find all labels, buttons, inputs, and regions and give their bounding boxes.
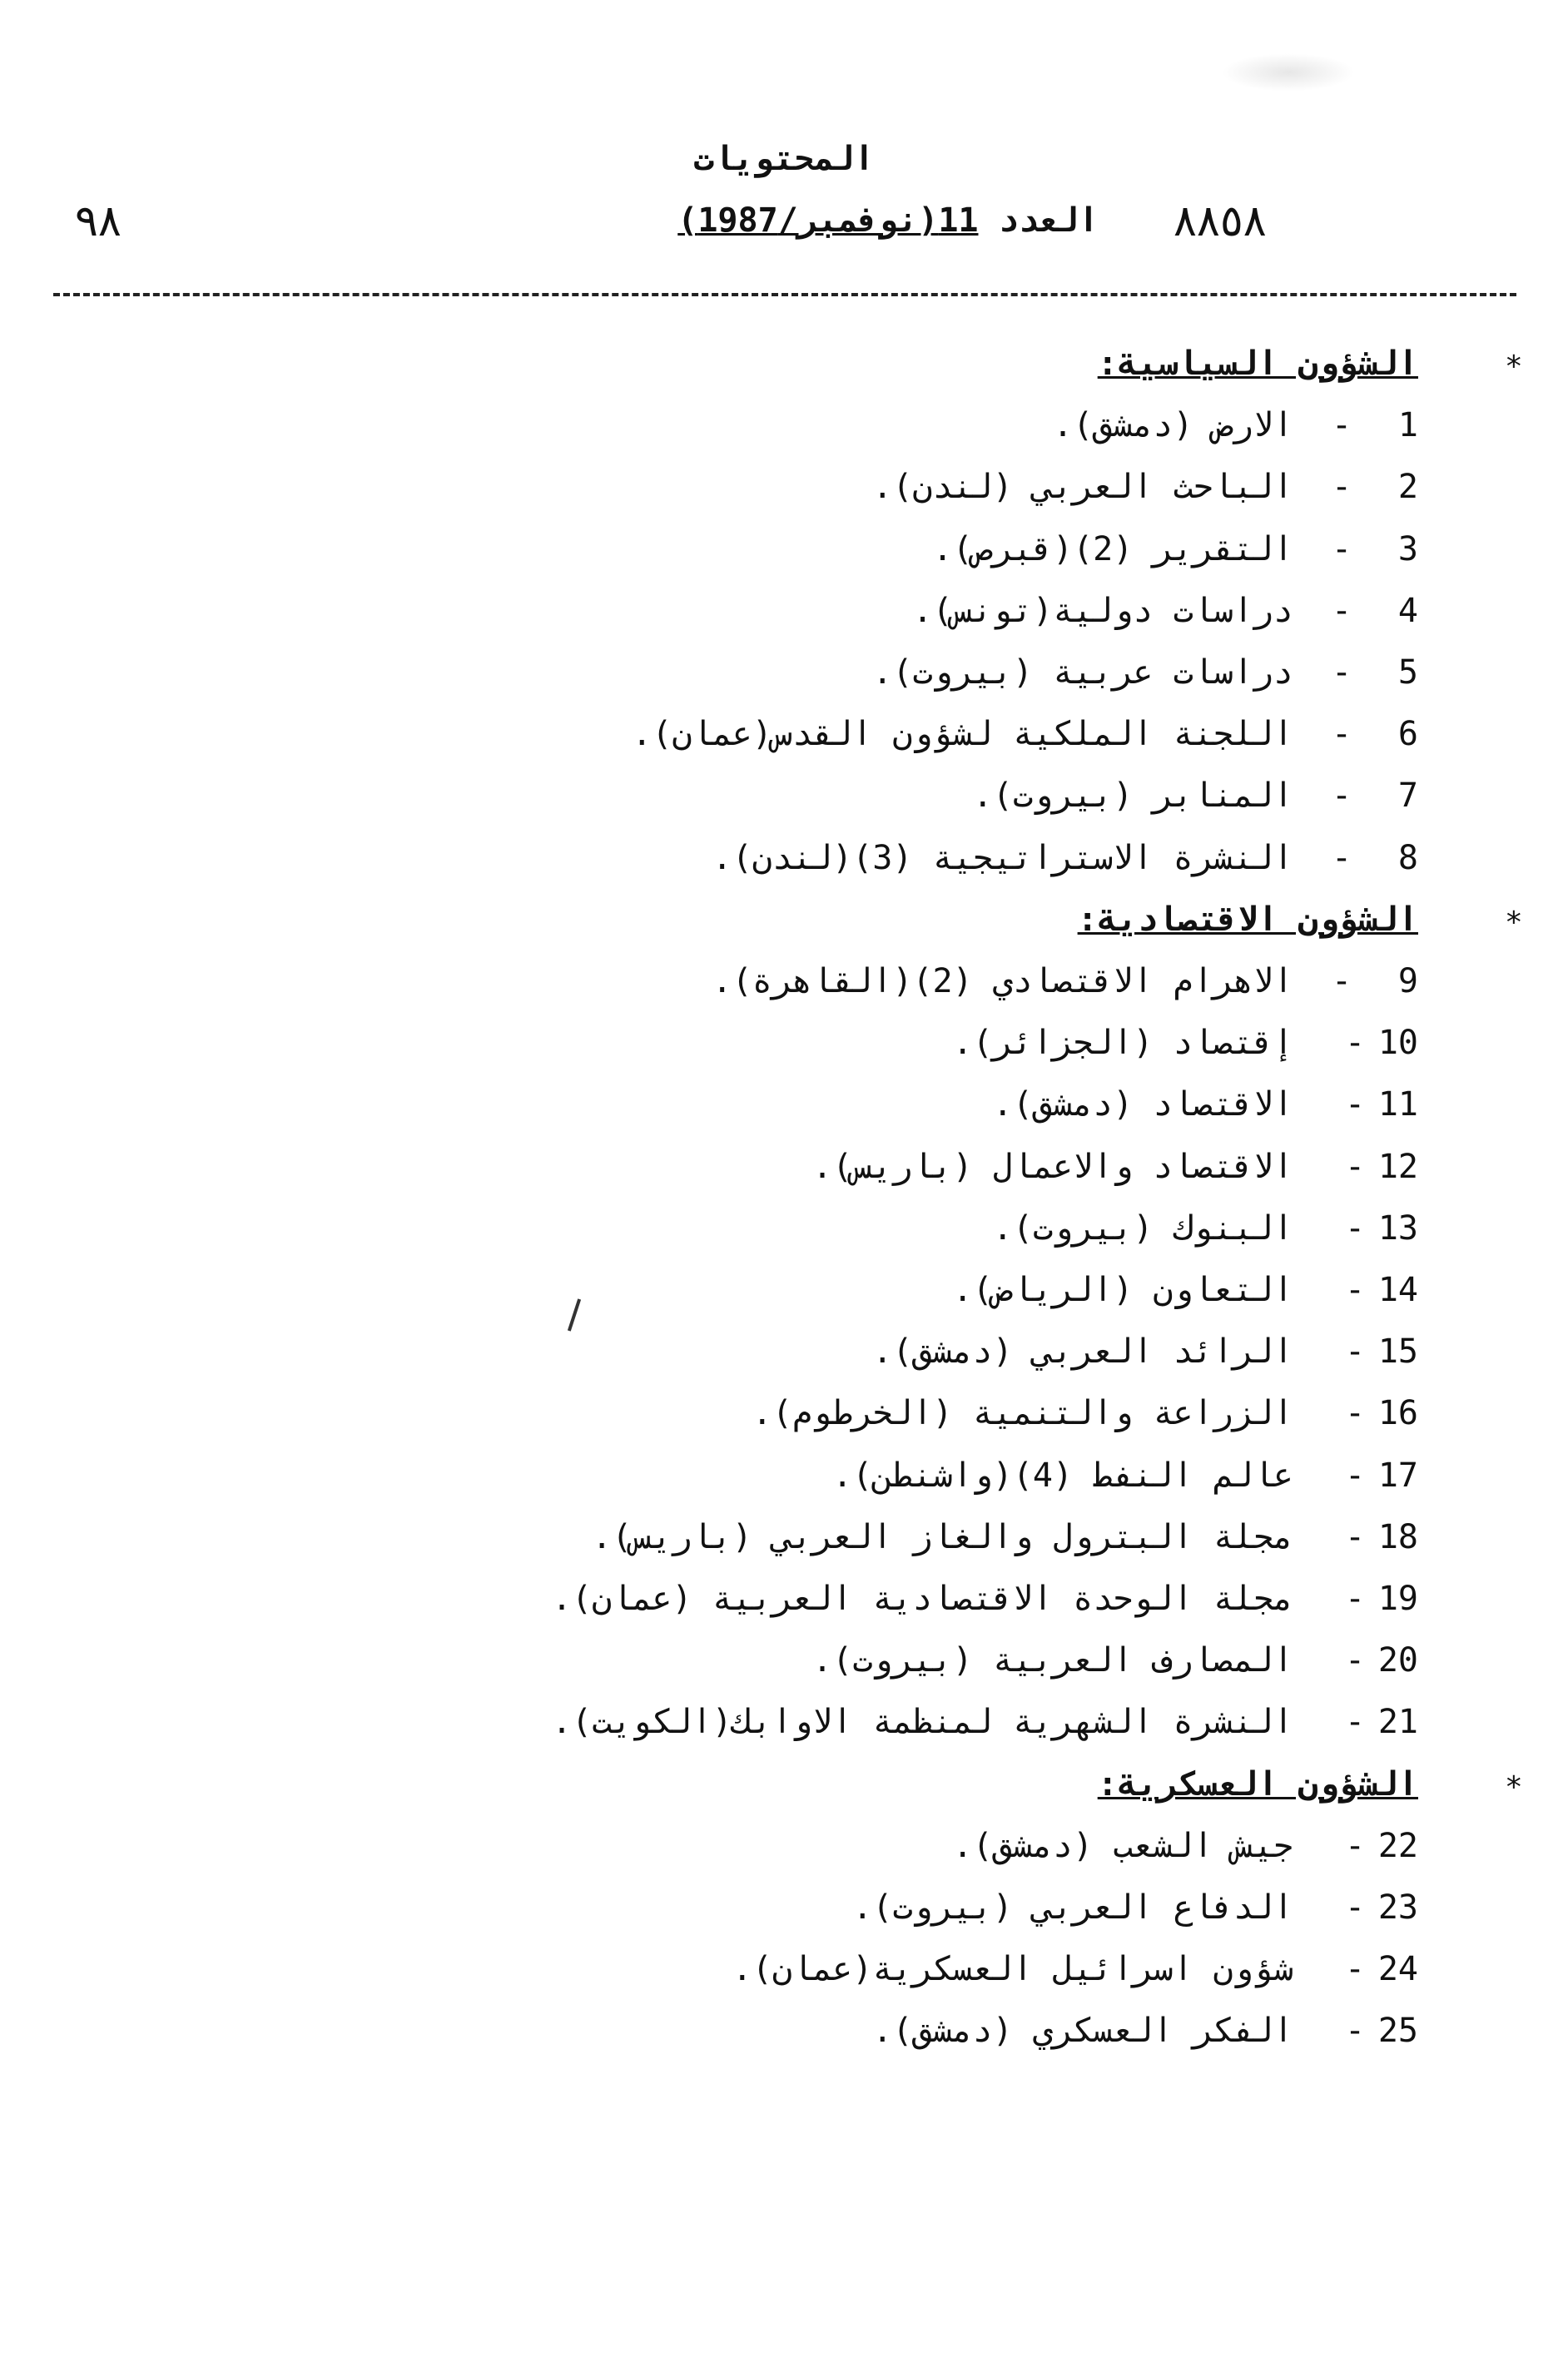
item-dash: - (1345, 1518, 1366, 1556)
item-dash: - (1332, 530, 1352, 568)
list-item: إقتصاد (الجزائر). (952, 1024, 1293, 1062)
item-dash: - (1345, 1148, 1366, 1186)
item-dash: - (1345, 2012, 1366, 2050)
list-item: شؤون اسرائيل العسكرية(عمان). (732, 1950, 1293, 1988)
issue-number: 11 (938, 201, 979, 240)
list-item: المنابر (بيروت). (972, 777, 1293, 815)
item-dash: - (1345, 1580, 1366, 1618)
list-item: مجلة البترول والغاز العربي (باريس). (592, 1518, 1293, 1556)
list-item: الرائد العربي (دمشق). (872, 1332, 1293, 1371)
item-dash: - (1345, 1271, 1366, 1309)
item-number: 19 (1377, 1580, 1418, 1618)
section-bullet: * (1505, 1770, 1523, 1804)
list-item: الاقتصاد (دمشق). (992, 1085, 1293, 1124)
item-number: 2 (1397, 468, 1418, 506)
list-item: الدفاع العربي (بيروت). (852, 1888, 1293, 1927)
list-item: عالم النفط (4)(واشنطن). (832, 1456, 1293, 1495)
item-number: 16 (1377, 1394, 1418, 1432)
item-number: 18 (1377, 1518, 1418, 1556)
item-dash: - (1345, 1085, 1366, 1124)
item-number: 5 (1397, 653, 1418, 692)
list-item: البنوك (بيروت). (992, 1209, 1293, 1248)
pen-mark (568, 1298, 581, 1331)
issue-label: العدد (998, 201, 1099, 240)
list-item: جيش الشعب (دمشق). (952, 1827, 1293, 1865)
item-number: 3 (1397, 530, 1418, 568)
item-dash: - (1332, 653, 1352, 692)
item-number: 21 (1377, 1703, 1418, 1741)
item-dash: - (1332, 962, 1352, 1000)
list-item: الفكر العسكري (دمشق). (872, 2012, 1293, 2050)
item-number: 11 (1377, 1085, 1418, 1124)
item-number: 14 (1377, 1271, 1418, 1309)
item-dash: - (1345, 1888, 1366, 1927)
list-item: الاقتصاد والاعمال (باريس). (812, 1148, 1293, 1186)
item-dash: - (1332, 839, 1352, 877)
item-number: 25 (1377, 2012, 1418, 2050)
handwritten-code-right: ٨٨٥٨ (1174, 196, 1267, 246)
section-heading: الشؤون الاقتصادية: (1077, 901, 1418, 939)
dashed-divider (53, 293, 1516, 296)
item-number: 23 (1377, 1888, 1418, 1927)
item-dash: - (1332, 406, 1352, 444)
list-item: النشرة الشهرية لمنظمة الاوابك(الكويت). (551, 1703, 1293, 1741)
item-number: 22 (1377, 1827, 1418, 1865)
handwritten-code-left: ٩٨ (75, 196, 122, 246)
item-number: 4 (1397, 592, 1418, 630)
list-item: الارض (دمشق). (1053, 406, 1293, 444)
issue-date: (نوفمبر/1987) (677, 201, 939, 240)
section-bullet: * (1505, 350, 1523, 384)
section-heading: الشؤون العسكرية: (1097, 1765, 1418, 1804)
item-dash: - (1345, 1209, 1366, 1248)
item-dash: - (1332, 468, 1352, 506)
item-number: 24 (1377, 1950, 1418, 1988)
item-dash: - (1345, 1950, 1366, 1988)
item-dash: - (1332, 592, 1352, 630)
item-dash: - (1345, 1394, 1366, 1432)
list-item: النشرة الاستراتيجية (3)(لندن). (712, 839, 1293, 877)
item-number: 7 (1397, 777, 1418, 815)
section-bullet: * (1505, 906, 1523, 940)
list-item: الباحث العربي (لندن). (872, 468, 1293, 506)
item-number: 6 (1397, 715, 1418, 753)
item-number: 15 (1377, 1332, 1418, 1371)
item-dash: - (1345, 1827, 1366, 1865)
list-item: التعاون (الرياض). (952, 1271, 1293, 1309)
list-item: التقرير (2)(قبرص). (932, 530, 1293, 568)
item-number: 8 (1397, 839, 1418, 877)
item-number: 17 (1377, 1456, 1418, 1495)
item-dash: - (1345, 1024, 1366, 1062)
item-dash: - (1345, 1641, 1366, 1680)
list-item: دراسات دولية(تونس). (912, 592, 1293, 630)
item-number: 9 (1397, 962, 1418, 1000)
item-number: 13 (1377, 1209, 1418, 1248)
item-dash: - (1332, 715, 1352, 753)
page-title: المحتويات (693, 140, 875, 178)
item-dash: - (1345, 1456, 1366, 1495)
item-dash: - (1345, 1703, 1366, 1741)
list-item: دراسات عربية (بيروت). (872, 653, 1293, 692)
item-number: 12 (1377, 1148, 1418, 1186)
list-item: مجلة الوحدة الاقتصادية العربية (عمان). (551, 1580, 1293, 1618)
list-item: الزراعة والتنمية (الخرطوم). (752, 1394, 1293, 1432)
item-number: 1 (1397, 406, 1418, 444)
issue-line (516, 201, 1099, 240)
scan-smudge (1222, 53, 1355, 92)
item-number: 10 (1377, 1024, 1418, 1062)
item-number: 20 (1377, 1641, 1418, 1680)
list-item: المصارف العربية (بيروت). (812, 1641, 1293, 1680)
list-item: اللجنة الملكية لشؤون القدس(عمان). (632, 715, 1293, 753)
section-heading: الشؤون السياسية: (1097, 345, 1418, 383)
item-dash: - (1345, 1332, 1366, 1371)
item-dash: - (1332, 777, 1352, 815)
list-item: الاهرام الاقتصادي (2)(القاهرة). (712, 962, 1293, 1000)
